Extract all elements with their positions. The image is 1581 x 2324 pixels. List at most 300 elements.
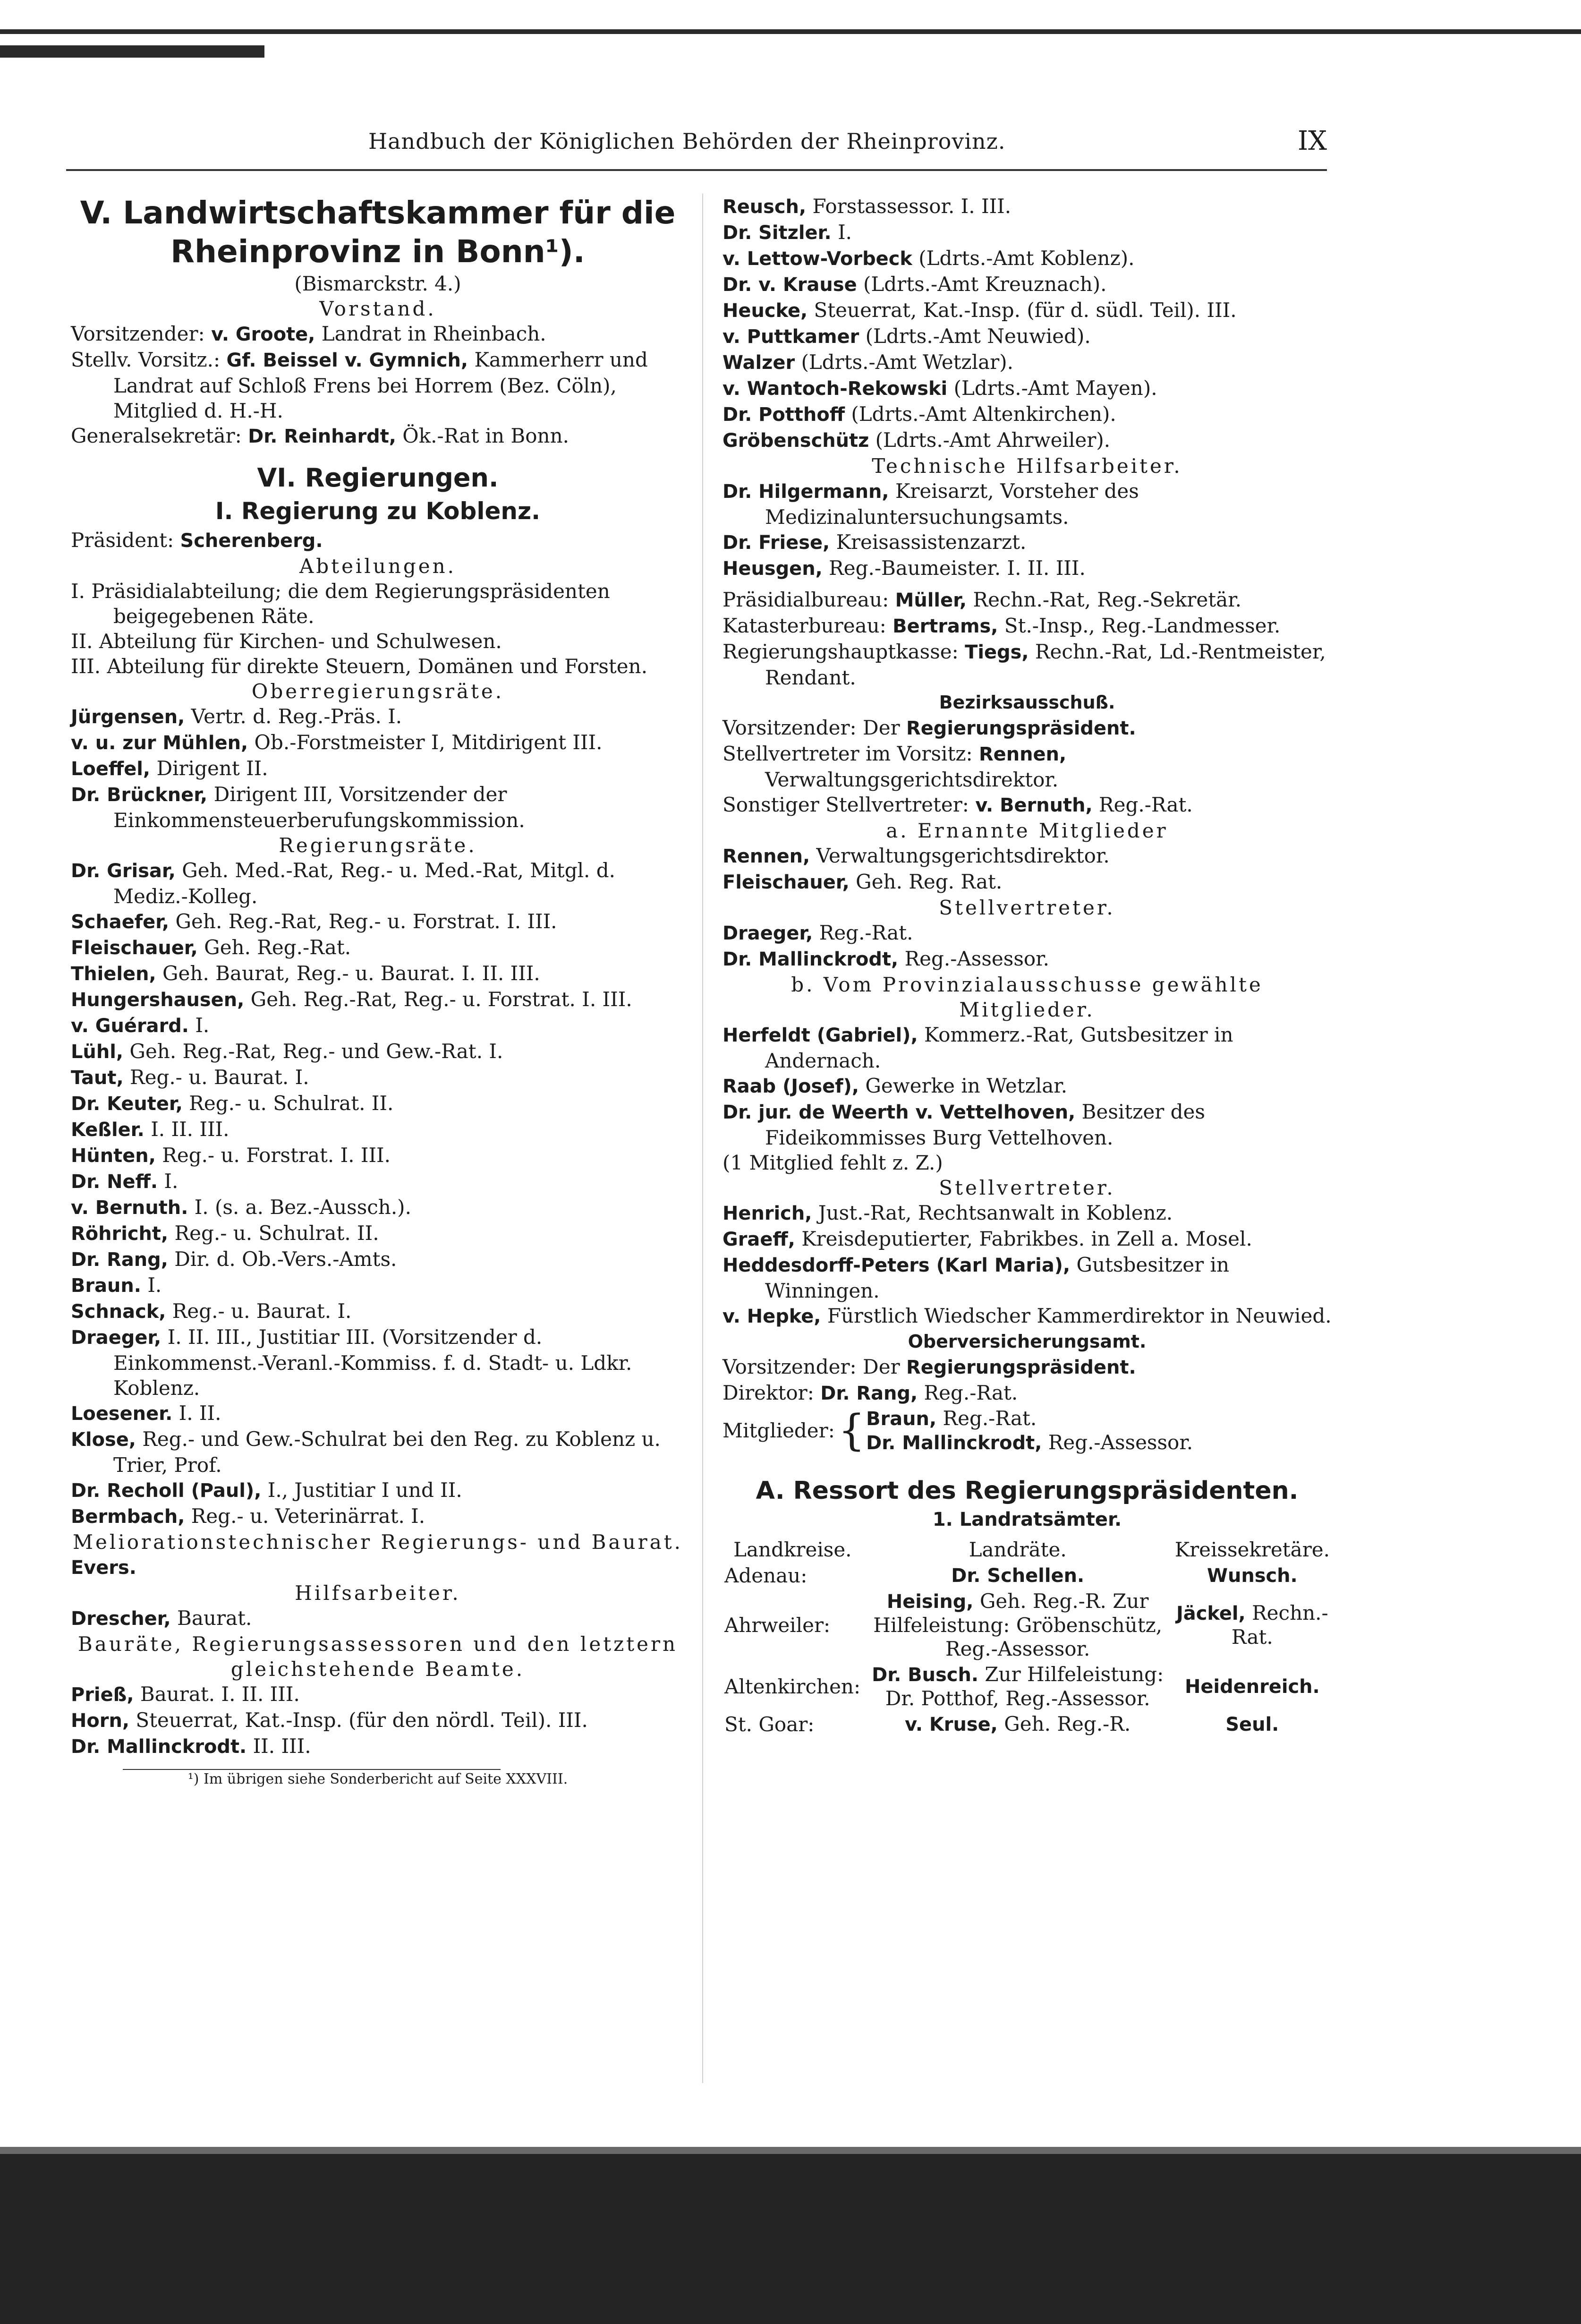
cell-sekretaer	[1173, 1563, 1332, 1589]
entry-text: (Ldrts.-Amt Koblenz).	[918, 247, 1135, 270]
landrat-text: Geh. Reg.-R.	[1004, 1712, 1131, 1735]
entry-name: Raab (Josef),	[722, 1076, 859, 1097]
cell-sekretaer	[1173, 1711, 1332, 1737]
entry-name: Röhricht,	[71, 1223, 169, 1245]
regraete-heading: Regierungsräte.	[279, 834, 477, 857]
list-item	[71, 935, 685, 961]
melio-list	[71, 1555, 685, 1581]
list-item	[722, 715, 1332, 741]
table-header-row	[722, 1537, 1332, 1563]
entry-name: Braun.	[71, 1275, 141, 1297]
entry-name: Heusgen,	[722, 558, 823, 580]
entry-role: Katasterbureau:	[722, 614, 886, 637]
column-divider	[702, 194, 703, 2083]
stellv1-list	[722, 920, 1332, 972]
entry-name: Klose,	[71, 1429, 136, 1451]
entry-name: Graeff,	[722, 1229, 795, 1250]
right-column	[722, 194, 1332, 1737]
list-item	[71, 1708, 685, 1734]
stellv1-heading: Stellvertreter.	[939, 896, 1115, 919]
list-item	[722, 1303, 1332, 1329]
entry-text: (Ldrts.-Amt Wetzlar).	[801, 350, 1013, 374]
list-item	[71, 756, 685, 782]
entry-text: Kreisarzt, Vorsteher des Medizinaluntersuchungsamts.	[765, 479, 1139, 529]
entry-text: Landrat in Rheinbach.	[321, 322, 546, 345]
entry-text: Geh. Reg. Rat.	[856, 870, 1003, 893]
list-item	[722, 220, 1332, 246]
entry-text: I., Justitiar I und II.	[267, 1478, 462, 1502]
entry-text: Reg.-Rat.	[1099, 793, 1193, 816]
list-item	[71, 1606, 685, 1632]
entry-text: Steuerrat, Kat.-Insp. (für den nördl. Teil). III.	[136, 1709, 588, 1732]
entry-text: I. II.	[178, 1401, 221, 1425]
entry-role: Präsidialbureau:	[722, 588, 889, 611]
list-item	[71, 1555, 685, 1581]
entry-number: III.	[71, 655, 101, 678]
list-item	[722, 1073, 1332, 1099]
entry-text: Gewerke in Wetzlar.	[865, 1074, 1068, 1097]
list-item	[722, 741, 1332, 792]
entry-text: (Ldrts.-Amt Kreuznach).	[863, 273, 1107, 296]
list-item	[722, 1150, 1332, 1175]
entry-name: Dr. Brückner,	[71, 784, 208, 806]
list-item	[71, 730, 685, 756]
entry-name: Dr. Grisar,	[71, 860, 176, 882]
landrat-text: Zur Hilfeleistung: Dr. Potthof, Reg.-Assessor.	[885, 1663, 1164, 1710]
vorstand-list	[71, 321, 685, 449]
entry-name: Regierungspräsident.	[906, 718, 1136, 739]
left-brace: {	[838, 1406, 866, 1455]
entry-name: Lühl,	[71, 1041, 124, 1063]
bezirk-heading: Bezirksausschuß.	[939, 692, 1115, 713]
entry-text: (1 Mitglied fehlt z. Z.)	[722, 1151, 943, 1174]
entry-name: Gröbenschütz	[722, 430, 869, 452]
ober-member	[866, 1407, 1193, 1431]
scan-top-mark	[0, 45, 264, 58]
entry-name: v. Puttkamer	[722, 326, 859, 348]
list-item	[71, 1221, 685, 1247]
footnote: ¹) Im übrigen siehe Sonderbericht auf Seite XXXVIII.	[187, 1771, 568, 1787]
entry-role: Vorsitzender: Der	[722, 716, 900, 739]
entry-name: Dr. Friese,	[722, 532, 830, 554]
landrat-text: Geh. Reg.-R. Zur Hilfeleistung: Gröbenschütz, Reg.-Assessor.	[873, 1589, 1163, 1660]
entry-text: I. (s. a. Bez.-Aussch.).	[194, 1196, 411, 1219]
table-row	[722, 1662, 1332, 1711]
entry-text: Gutsbesitzer in Winningen.	[765, 1253, 1230, 1302]
list-item	[71, 423, 685, 449]
stellv2-heading: Stellvertreter.	[939, 1176, 1115, 1199]
landrat-name: v. Kruse,	[905, 1714, 998, 1735]
entry-name: Braun,	[866, 1408, 937, 1430]
entry-name: Loeffel,	[71, 758, 151, 780]
list-item	[722, 843, 1332, 869]
entry-text: Reg.- u. Forstrat. I. III.	[162, 1144, 391, 1167]
list-item	[71, 858, 685, 909]
entry-text: II. III.	[253, 1734, 311, 1758]
ernannte-list	[722, 843, 1332, 895]
list-item	[71, 629, 685, 654]
entry-text: Geh. Reg.-Rat, Reg.- und Gew.-Rat. I.	[129, 1040, 503, 1063]
ober-direktor: Direktor: Dr. Rang, Reg.-Rat.	[722, 1381, 1018, 1404]
entry-text: (Ldrts.-Amt Altenkirchen).	[851, 402, 1116, 426]
list-item	[722, 920, 1332, 946]
list-item	[722, 869, 1332, 895]
entry-name: v. Wantoch-Rekowski	[722, 378, 948, 400]
entry-name: v. Guérard.	[71, 1015, 189, 1037]
cell-sekretaer	[1173, 1589, 1332, 1662]
entry-text: St.-Insp., Reg.-Landmesser.	[1004, 614, 1281, 637]
list-item	[722, 1200, 1332, 1226]
list-item	[722, 272, 1332, 298]
entry-name: Keßler.	[71, 1119, 144, 1141]
cell-landrat	[863, 1711, 1173, 1737]
entry-name: Schaefer,	[71, 911, 170, 933]
cell-kreis: Altenkirchen:	[724, 1675, 861, 1698]
list-item	[71, 1682, 685, 1708]
entry-name: v. Hepke,	[722, 1306, 821, 1327]
entry-text: Steuerrat, Kat.-Insp. (für d. südl. Teil). III.	[814, 299, 1237, 322]
list-item	[71, 1013, 685, 1039]
entry-text: Dir. d. Ob.-Vers.-Amts.	[174, 1247, 397, 1271]
ressort-title: A. Ressort des Regierungspräsidenten.	[756, 1477, 1299, 1505]
baurate-list	[71, 1682, 685, 1760]
ober-mitglieder: Mitglieder: { Braun, Reg.-Rat. Dr. Mallinckrodt, Reg.-Assessor.	[722, 1406, 1193, 1455]
entry-name: v. u. zur Mühlen,	[71, 732, 248, 754]
entry-text: Präsidialabteilung; die dem Regierungspräsidenten beigegebenen Räte.	[91, 580, 610, 628]
regierungen-title: VI. Regierungen.	[257, 463, 499, 493]
list-item	[722, 792, 1332, 818]
list-item	[71, 1401, 685, 1427]
baurate-heading: Bauräte, Regierungsassessoren und den letztern gleichstehende Beamte.	[77, 1632, 678, 1681]
list-item	[71, 961, 685, 987]
cell-kreis: St. Goar:	[724, 1712, 815, 1736]
list-item	[71, 321, 685, 347]
entry-text: Kreisassistenzarzt.	[836, 530, 1027, 554]
tech-heading: Technische Hilfsarbeiter.	[872, 454, 1182, 478]
entry-name: v. Bernuth,	[975, 795, 1093, 816]
entry-text: Geh. Reg.-Rat, Reg.- u. Forstrat. I. III.	[250, 988, 632, 1011]
entry-name: Dr. Recholl (Paul),	[71, 1480, 262, 1502]
entry-text: Verwaltungsgerichtsdirektor.	[816, 844, 1110, 867]
entry-name: Heucke,	[722, 300, 808, 322]
list-item	[71, 1143, 685, 1169]
list-item	[71, 1091, 685, 1117]
list-item	[722, 1022, 1332, 1073]
entry-text: Verwaltungsgerichtsdirektor.	[765, 768, 1059, 791]
landrat-name: Dr. Schellen.	[951, 1565, 1085, 1587]
list-item	[722, 427, 1332, 453]
entry-role: Regierungshauptkasse:	[722, 640, 959, 663]
entry-name: Draeger,	[722, 923, 813, 944]
entry-name: Dr. Sitzler.	[722, 222, 832, 244]
list-item	[722, 324, 1332, 350]
page-header	[66, 128, 1327, 162]
left-column	[71, 194, 685, 1789]
entry-text: Forstassessor. I. III.	[812, 195, 1012, 218]
entry-name: Jürgensen,	[71, 706, 185, 728]
entry-text: (Ldrts.-Amt Ahrweiler).	[875, 428, 1111, 452]
entry-text: Ob.-Forstmeister I, Mitdirigent III.	[254, 731, 603, 754]
sekretaer-name: Jäckel,	[1176, 1603, 1246, 1624]
entry-text: (Ldrts.-Amt Neuwied).	[865, 325, 1091, 348]
entry-text: Rechn.-Rat, Ld.-Rentmeister, Rendant.	[765, 640, 1326, 689]
entry-text: Ök.-Rat in Bonn.	[402, 424, 569, 447]
bureaus-list	[722, 587, 1332, 690]
hilfs-list	[71, 1606, 685, 1632]
entry-name: Hungershausen,	[71, 989, 245, 1011]
entry-text: Reg.-Rat.	[819, 921, 913, 944]
cell-landrat	[863, 1563, 1173, 1589]
entry-name: v. Lettow-Vorbeck	[722, 248, 912, 270]
list-item	[722, 530, 1332, 555]
entry-name: Dr. Hilgermann,	[722, 481, 889, 503]
table-row	[722, 1563, 1332, 1589]
list-item	[71, 1427, 685, 1478]
landrat-name: Heising,	[886, 1591, 974, 1613]
list-item	[722, 1099, 1332, 1150]
page-number: IX	[1298, 126, 1327, 156]
scan-bottom-band	[0, 2154, 1581, 2324]
list-item	[71, 987, 685, 1013]
praesident-line: Präsident: Scherenberg.	[71, 529, 323, 552]
list-item	[722, 402, 1332, 427]
list-item	[71, 1169, 685, 1195]
lk-address: (Bismarckstr. 4.)	[294, 272, 461, 295]
entry-name: Heddesdorff-Peters (Karl Maria),	[722, 1255, 1071, 1276]
entry-text: Rechn.-Rat, Reg.-Sekretär.	[973, 588, 1241, 611]
entry-text: Abteilung für Kirchen- und Schulwesen.	[99, 630, 502, 653]
list-item	[722, 298, 1332, 324]
landrat-heading: 1. Landratsämter.	[932, 1509, 1122, 1530]
entry-text: Geh. Baurat, Reg.- u. Baurat. I. II. III.	[162, 962, 540, 985]
list-item	[71, 1324, 685, 1401]
cell-sekretaer	[1173, 1662, 1332, 1711]
header-rule	[66, 169, 1327, 171]
entry-name: Draeger,	[71, 1327, 162, 1349]
list-item	[71, 1734, 685, 1760]
list-item	[71, 1504, 685, 1529]
list-item	[722, 376, 1332, 402]
col-landkreise: Landkreise.	[733, 1538, 852, 1561]
entry-name: Müller,	[895, 590, 967, 611]
entry-name: Rennen,	[978, 743, 1067, 765]
entry-name: Dr. jur. de Weerth v. Vettelhoven,	[722, 1102, 1076, 1123]
entry-text: I.	[164, 1170, 178, 1193]
entry-text: Reg.- u. Schulrat. II.	[174, 1222, 379, 1245]
list-item	[722, 613, 1332, 639]
entry-name: Dr. Mallinckrodt,	[866, 1432, 1042, 1454]
sekretaer-name: Heidenreich.	[1184, 1676, 1320, 1698]
list-item	[71, 579, 685, 629]
entry-text: Abteilung für direkte Steuern, Domänen und Forsten.	[107, 655, 648, 678]
bezirk-list	[722, 715, 1332, 818]
entry-text: Reg.- u. Schulrat. II.	[189, 1092, 394, 1115]
entry-number: I.	[71, 580, 85, 603]
entry-name: Prieß,	[71, 1684, 134, 1706]
entry-text: Baurat. I. II. III.	[140, 1683, 300, 1706]
entry-name: Walzer	[722, 352, 795, 374]
list-item	[71, 1117, 685, 1143]
ober-vorsitz: Vorsitzender: Der Regierungspräsident.	[722, 1355, 1136, 1378]
abteilungen-heading: Abteilungen.	[299, 555, 457, 578]
list-item	[722, 1252, 1332, 1303]
list-item	[722, 555, 1332, 581]
entry-text: Vertr. d. Reg.-Präs. I.	[191, 705, 402, 728]
entry-text: I.	[838, 221, 852, 244]
table-row	[722, 1589, 1332, 1662]
running-title: Handbuch der Königlichen Behörden der Rheinprovinz.	[368, 128, 1006, 154]
cell-landrat	[863, 1662, 1173, 1711]
oberreg-list	[71, 704, 685, 833]
ober-heading: Oberversicherungsamt.	[908, 1331, 1147, 1352]
entry-name: Hünten,	[71, 1145, 156, 1167]
entry-name: Gf. Beissel v. Gymnich,	[226, 350, 468, 371]
list-item	[71, 1247, 685, 1273]
entry-text: Fürstlich Wiedscher Kammerdirektor in Neuwied.	[827, 1304, 1332, 1327]
entry-text: Reg.-Rat.	[943, 1407, 1037, 1430]
entry-name: Horn,	[71, 1710, 130, 1732]
scan-top-rule	[0, 29, 1581, 34]
entry-name: Fleischauer,	[722, 872, 850, 893]
entry-name: Dr. Reinhardt,	[248, 426, 396, 447]
entry-text: Geh. Reg.-Rat, Reg.- u. Forstrat. I. III.	[175, 910, 557, 933]
melio-heading: Meliorationstechnischer Regierungs- und Baurat.	[73, 1530, 683, 1554]
entry-text: Just.-Rat, Rechtsanwalt in Koblenz.	[818, 1201, 1173, 1224]
oberreg-heading: Oberregierungsräte.	[251, 680, 504, 703]
list-item	[722, 194, 1332, 220]
entry-role: Sonstiger Stellvertreter:	[722, 793, 969, 816]
list-item	[722, 946, 1332, 972]
list-item	[71, 1299, 685, 1324]
koblenz-title: I. Regierung zu Koblenz.	[215, 497, 541, 525]
entry-role: Vorsitzender:	[71, 322, 205, 345]
landratsaemter-table	[722, 1537, 1332, 1737]
cell-kreis: Ahrweiler:	[724, 1613, 831, 1637]
sekretaer-text: Rechn.-Rat.	[1231, 1601, 1328, 1649]
col-kreissekretaere: Kreissekretäre.	[1174, 1538, 1330, 1561]
list-item	[71, 654, 685, 679]
entry-role: Generalsekretär:	[71, 424, 242, 447]
tech-list	[722, 478, 1332, 581]
entry-name: Schnack,	[71, 1301, 166, 1323]
abteilungen-list	[71, 579, 685, 679]
entry-text: Reg.-Baumeister. I. II. III.	[829, 556, 1086, 580]
hilfs-heading: Hilfsarbeiter.	[295, 1581, 461, 1605]
entry-name: Reusch,	[722, 196, 807, 218]
entry-name: Thielen,	[71, 963, 156, 985]
list-item	[722, 350, 1332, 376]
entry-name: Loesener.	[71, 1403, 173, 1425]
list-item	[71, 1195, 685, 1221]
list-item	[71, 1039, 685, 1065]
list-item	[722, 587, 1332, 613]
vorstand-heading: Vorstand.	[319, 297, 436, 320]
list-item	[71, 1273, 685, 1299]
entry-name: Taut,	[71, 1067, 124, 1089]
list-item	[71, 1065, 685, 1091]
entry-name: Dr. Keuter,	[71, 1093, 183, 1115]
entry-name: Dr. Neff.	[71, 1171, 158, 1193]
entry-name: Dr. Mallinckrodt,	[722, 948, 899, 970]
list-item	[722, 478, 1332, 530]
list-item	[71, 782, 685, 833]
entry-text: Reg.-Assessor.	[904, 947, 1049, 970]
landwirtschaftskammer-title: V. Landwirtschaftskammer für die Rheinprovinz in Bonn¹).	[80, 195, 676, 270]
entry-name: Bermbach,	[71, 1506, 185, 1528]
stellv2-list	[722, 1200, 1332, 1329]
entry-name: Dr. Rang,	[71, 1249, 168, 1271]
entry-text: Geh. Reg.-Rat.	[204, 936, 351, 959]
ernannte-heading: a. Ernannte Mitglieder	[886, 819, 1168, 842]
gewaehlt-list	[722, 1022, 1332, 1175]
list-item	[722, 639, 1332, 690]
entry-text: I.	[195, 1014, 210, 1037]
entry-number: II.	[71, 630, 93, 653]
entry-text: Kreisdeputierter, Fabrikbes. in Zell a. Mosel.	[801, 1227, 1252, 1250]
entry-text: Reg.- u. Veterinärrat. I.	[191, 1504, 425, 1528]
entry-text: I. II. III.	[151, 1118, 230, 1141]
sekretaer-name: Wunsch.	[1207, 1565, 1298, 1587]
entry-text: Besitzer des Fideikommisses Burg Vettelhoven.	[765, 1100, 1205, 1149]
sekretaer-name: Seul.	[1225, 1714, 1279, 1735]
list-item	[71, 1478, 685, 1504]
entry-text: I.	[147, 1273, 162, 1297]
list-item	[71, 347, 685, 423]
list-item	[71, 909, 685, 935]
cell-kreis: Adenau:	[724, 1564, 808, 1587]
ober-member	[866, 1431, 1193, 1455]
entry-text: Reg.-Assessor.	[1048, 1431, 1193, 1454]
entry-text: I. II. III., Justitiar III. (Vorsitzender d. Einkommenst.-Veranl.-Kommiss. f. d. Stadt- u. Ldkr. Koblenz.	[113, 1325, 632, 1400]
entry-name: Dr. Potthoff	[722, 404, 845, 426]
entry-name: Tiegs,	[965, 641, 1029, 663]
list-item	[71, 704, 685, 730]
cell-landrat	[863, 1589, 1173, 1662]
entry-name: Evers.	[71, 1557, 136, 1579]
entry-text: Dirigent III, Vorsitzender der Einkommensteuerberufungskommission.	[113, 783, 525, 832]
entry-name: Henrich,	[722, 1203, 812, 1224]
entry-role: Stellv. Vorsitz.:	[71, 348, 221, 371]
landrat-name: Dr. Busch.	[872, 1664, 979, 1686]
list-item	[722, 246, 1332, 272]
entry-name: Dr. Mallinckrodt.	[71, 1736, 247, 1758]
entry-name: v. Groote,	[211, 324, 315, 345]
entry-text: Kammerherr und Landrat auf Schloß Frens bei Horrem (Bez. Cöln), Mitglied d. H.-H.	[113, 348, 648, 422]
entry-text: Reg.- und Gew.-Schulrat bei den Reg. zu Koblenz u. Trier, Prof.	[113, 1427, 661, 1477]
entry-name: Dr. v. Krause	[722, 274, 857, 296]
entry-name: v. Bernuth.	[71, 1197, 188, 1219]
entry-text: Dirigent II.	[156, 757, 268, 780]
entry-name: Herfeldt (Gabriel),	[722, 1025, 918, 1046]
entry-text: Reg.- u. Baurat. I.	[129, 1066, 309, 1089]
entry-name: Fleischauer,	[71, 937, 198, 959]
entry-text: Baurat.	[177, 1606, 252, 1630]
entry-name: Bertrams,	[892, 615, 998, 637]
entry-text: Kommerz.-Rat, Gutsbesitzer in Andernach.	[765, 1023, 1233, 1072]
list-item	[722, 1226, 1332, 1252]
entry-text: Geh. Med.-Rat, Reg.- u. Med.-Rat, Mitgl. d. Mediz.-Kolleg.	[113, 859, 615, 908]
entry-text: Reg.- u. Baurat. I.	[172, 1299, 352, 1323]
col-landraete: Landräte.	[969, 1538, 1067, 1561]
entry-name: Drescher,	[71, 1608, 171, 1630]
entry-text: (Ldrts.-Amt Mayen).	[953, 376, 1157, 400]
regraete-list	[71, 858, 685, 1529]
assessoren-list	[722, 194, 1332, 453]
entry-role: Stellvertreter im Vorsitz:	[722, 742, 973, 765]
gewaehlt-heading: b. Vom Provinzialausschusse gewählte Mitglieder.	[791, 973, 1263, 1021]
entry-name: Rennen,	[722, 846, 810, 867]
table-row	[722, 1711, 1332, 1737]
